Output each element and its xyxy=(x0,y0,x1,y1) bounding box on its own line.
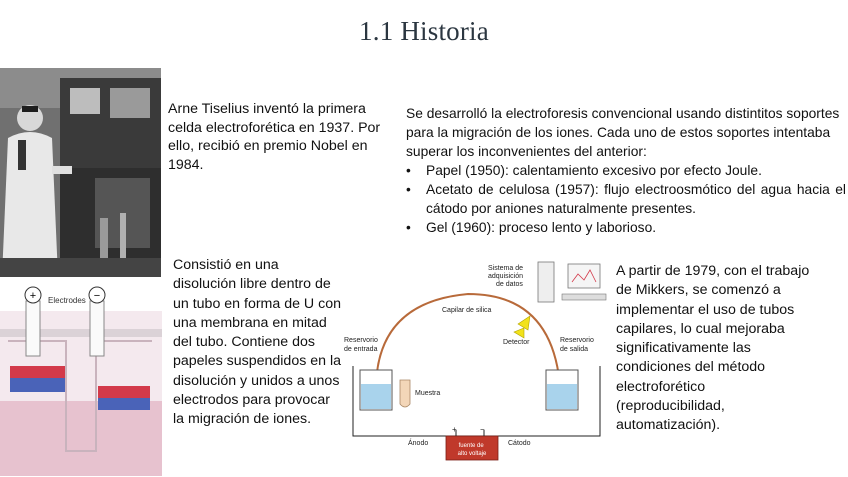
tiselius-photo xyxy=(0,68,161,277)
support-list xyxy=(406,161,846,237)
detector-label: Detector xyxy=(503,339,530,346)
page-title: 1.1 Historia xyxy=(359,16,489,46)
electrodes-label: Electrodes xyxy=(48,296,86,305)
data-system-label: Sistema de adquisición de datos xyxy=(488,265,524,288)
list-item: • Acetato de celulosa (1957): flujo electroosmótico del agua hacia el cátodo por aniones naturalmente presentes. xyxy=(426,180,846,218)
computer-tower-icon xyxy=(538,262,554,302)
capillary-label: Capilar de silica xyxy=(442,307,492,314)
monitor-icon xyxy=(568,264,600,288)
plus-sign: + xyxy=(29,290,37,302)
anode-plus: + xyxy=(452,425,457,434)
cathode-minus: − xyxy=(480,425,485,434)
sample-label: Muestra xyxy=(415,390,441,397)
capillary-paragraph: A partir de 1979, con el trabajo de Mikkers, se comenzó a implementar el uso de tubos capilares, lo cual mejoraba significativamente las condiciones del método electroforético (reproducibilidad, automatización). xyxy=(616,263,810,434)
capillary-electrophoresis-diagram xyxy=(338,258,616,468)
development-paragraph xyxy=(406,104,846,237)
tiselius-paragraph: Arne Tiselius inventó la primera celda electroforética en 1937. Por ello, recibió en premio Nobel en 1984. xyxy=(168,101,381,173)
outlet-label: Reservorio de salida xyxy=(560,337,594,353)
anode-label: Ánodo xyxy=(408,440,429,447)
cathode-label: Cátodo xyxy=(508,440,531,447)
development-lead: Se desarrolló la electroforesis convencional usando distintitos soportes para la migración de los iones. Cada uno de estos soportes intentaba superar los inconvenientes del anterior: xyxy=(406,106,840,159)
list-item: • Gel (1960): proceso lento y laborioso. xyxy=(426,218,846,237)
tiselius-cell-figure xyxy=(0,281,162,476)
list-item: • Papel (1950): calentamiento excesivo por efecto Joule. xyxy=(426,161,846,180)
power-supply-label: fuente de alto voltaje xyxy=(457,443,487,457)
cell-description: Consistió en una disolución libre dentro de un tubo en forma de U con una membrana en mitad del tubo. Contiene dos papeles suspendidos en la disolución y unidos a unos electrodos para provocar la migración de iones. xyxy=(173,257,342,428)
inlet-label: Reservorio de entrada xyxy=(344,337,378,353)
minus-sign: − xyxy=(93,290,101,302)
